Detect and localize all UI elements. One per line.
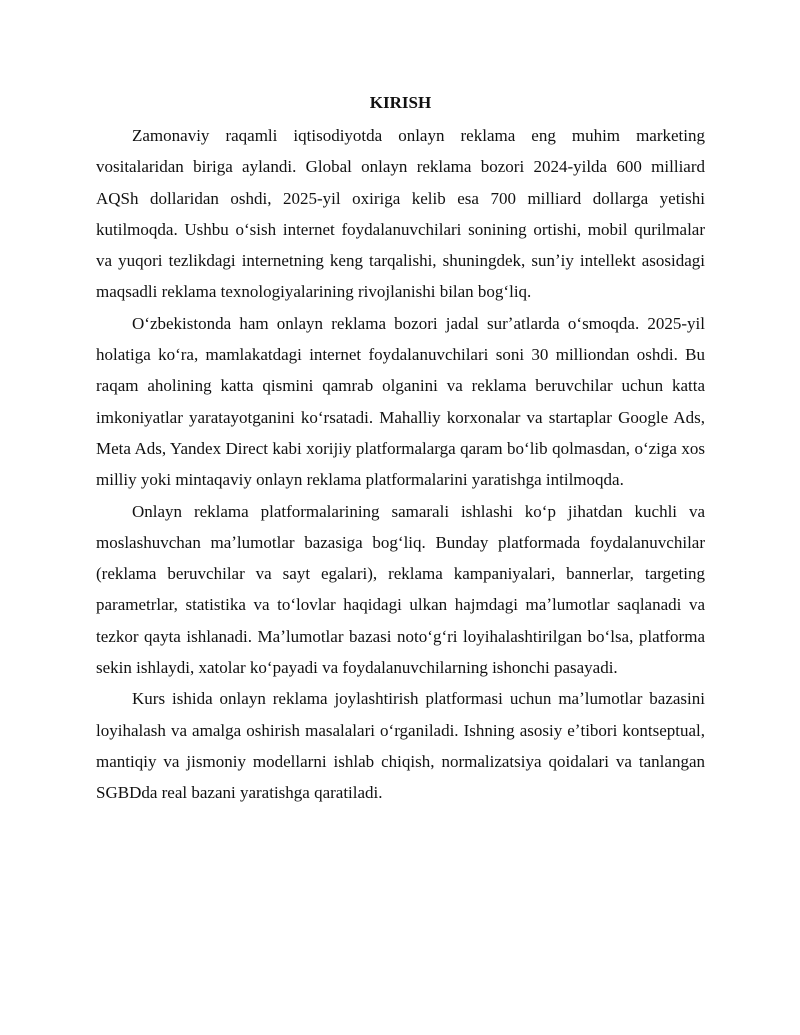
section-title: KIRISH: [369, 93, 432, 112]
paragraph-3: Onlayn reklama platformalarining samarali ishlashi koʻp jihatdan kuchli va moslashuvchan maʼlumotlar bazasiga bogʻliq. Bunday platformada foydalanuvchilar (reklama beruvchilar va sayt egalari), reklama kampaniyalari, bannerlar, targeting parametrlar, statistika va toʻlovlar haqidagi ulkan hajmdagi maʼlumotlar saqlanadi va tezkor qayta ishlanadi. Maʼlumotlar bazasi notoʻgʻri loyihalashtirilgan boʻlsa, platforma sekin ishlaydi, xatolar koʻpayadi va foydalanuvchilarning ishonchi pasayadi.: [96, 501, 705, 678]
paragraph-2: Oʻzbekistonda ham onlayn reklama bozori jadal surʼatlarda oʻsmoqda. 2025-yil holatiga koʻra, mamlakatdagi internet foydalanuvchilari soni 30 milliondan oshdi. Bu raqam aholining katta qismini qamrab olganini va reklama beruvchilar uchun katta imkoniyatlar yaratayotganini koʻrsatadi. Mahalliy korxonalar va startaplar Google Ads, Meta Ads, Yandex Direct kabi xorijiy platformalarga qaram boʻlib qolmasdan, oʻziga xos milliy yoki mintaqaviy onlayn reklama platformalarini yaratishga intilmoqda.: [96, 313, 705, 490]
document-page: [96, 93, 705, 809]
paragraph-1: Zamonaviy raqamli iqtisodiyotda onlayn reklama eng muhim marketing vositalaridan biriga aylandi. Global onlayn reklama bozori 2024-yilda 600 milliard AQSh dollaridan oshdi, 2025-yil oxiriga kelib esa 700 milliard dollarga yetishi kutilmoqda. Ushbu oʻsish internet foydalanuvchilari sonining ortishi, mobil qurilmalar va yuqori tezlikdagi internetning keng tarqalishi, shuningdek, sunʼiy intellekt asosidagi maqsadli reklama texnologiyalarining rivojlanishi bilan bogʻliq.: [96, 126, 705, 302]
paragraph-4: Kurs ishida onlayn reklama joylashtirish platformasi uchun maʼlumotlar bazasini loyihalash va amalga oshirish masalalari oʻrganiladi. Ishning asosiy eʼtibori kontseptual, mantiqiy va jismoniy modellarni ishlab chiqish, normalizatsiya qoidalari va tanlangan SGBDda real bazani yaratishga qaratiladi.: [96, 689, 705, 803]
